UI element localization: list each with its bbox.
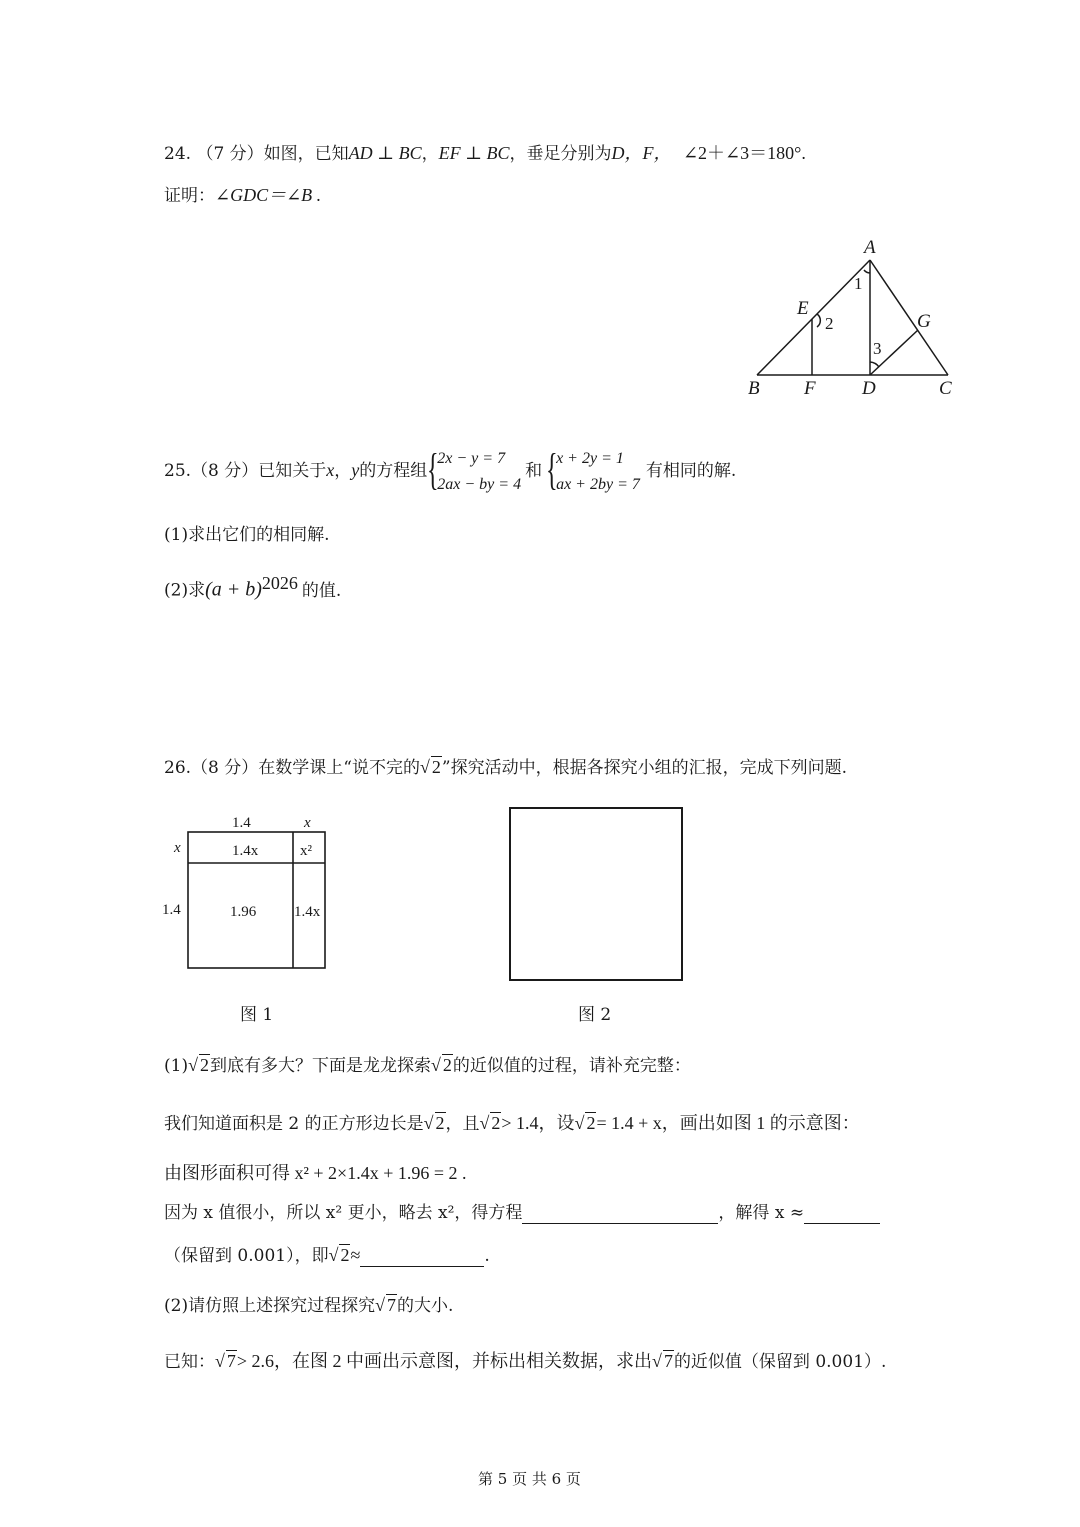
blank-sqrt2-value[interactable] bbox=[360, 1248, 484, 1267]
q25-system-1: { 2x − y = 7 2ax − by = 4 bbox=[427, 444, 522, 494]
fig1-top-left: 1.4 bbox=[232, 815, 251, 831]
fig2-caption: 图 2 bbox=[578, 1005, 612, 1025]
fig2-outer bbox=[510, 808, 682, 980]
label-angle-1: 1 bbox=[854, 274, 863, 293]
figure-2-square bbox=[506, 804, 686, 984]
q26-line-sqrt2: （保留到 0.001），即√ 2≈ . bbox=[164, 1245, 490, 1266]
q24-score: （7 分） bbox=[196, 144, 264, 164]
fig1-cell-tr: x² bbox=[300, 843, 312, 859]
blank-equation[interactable] bbox=[522, 1205, 718, 1224]
label-f: F bbox=[804, 378, 816, 399]
fig1-top-right: x bbox=[304, 815, 311, 831]
sqrt-2: √ 2 bbox=[430, 1055, 452, 1075]
label-d: D bbox=[862, 378, 876, 399]
sqrt-2: √ 2 bbox=[479, 1113, 501, 1133]
q26-part1-intro: (1)√ 2到底有多大？下面是龙龙探索√ 2的近似值的过程，请补充完整： bbox=[164, 1055, 691, 1076]
label-angle-3: 3 bbox=[873, 339, 882, 358]
q24-number: 24. bbox=[164, 144, 192, 164]
sqrt-2: √ 2 bbox=[419, 757, 441, 777]
figure-1-square bbox=[158, 808, 338, 978]
sqrt-7: √ 7 bbox=[652, 1351, 673, 1371]
fig1-cell-bl: 1.96 bbox=[230, 904, 257, 920]
q25-system-2: { x + 2y = 1 ax + 2by = 7 bbox=[546, 444, 640, 494]
label-g: G bbox=[917, 311, 931, 332]
page-footer: 第 5 页 共 6 页 bbox=[478, 1470, 581, 1488]
q24-prove-goal: ∠GDC＝∠B . bbox=[215, 185, 322, 205]
q24-cond1: AD ⊥ BC bbox=[348, 143, 422, 163]
fig1-cell-tl: 1.4x bbox=[232, 843, 259, 859]
sqrt-2: √ 2 bbox=[188, 1055, 209, 1075]
q26-line-area: 我们知道面积是 2 的正方形边长是√ 2，且√ 2> 1.4，设√ 2= 1.4 + x，画出如图 1 的示意图： bbox=[164, 1113, 860, 1134]
angle-2-arc bbox=[817, 314, 820, 327]
fig1-left-bottom: 1.4 bbox=[162, 902, 181, 918]
q26-line-approx: 因为 x 值很小，所以 x² 更小，略去 x²，得方程 ，解得 x ≈ bbox=[164, 1202, 880, 1224]
q26-part2-known: 已知：√ 7> 2.6，在图 2 中画出示意图，并标出相关数据，求出√ 7的近似值（保留到 0.001）. bbox=[164, 1351, 887, 1372]
q24-prove: 证明：∠GDC＝∠B . bbox=[164, 185, 322, 206]
angle-1-arc bbox=[864, 270, 870, 273]
sqrt-2: √ 2 bbox=[423, 1113, 445, 1133]
q24-triangle-figure bbox=[740, 232, 970, 402]
sqrt-2: √ 2 bbox=[328, 1245, 350, 1265]
q25-part2: (2)求$(a + b)^{2026}$ 的值. bbox=[164, 573, 342, 601]
sqrt-7: √ 7 bbox=[215, 1351, 236, 1371]
q24-statement: 24. （7 分）如图，已知AD ⊥ BC，EF ⊥ BC，垂足分别为D，F， ∠2＋∠3＝180°. bbox=[164, 143, 806, 164]
label-e: E bbox=[797, 298, 809, 319]
sqrt-7: √ 7 bbox=[375, 1295, 396, 1315]
side-ac bbox=[870, 260, 948, 375]
q26-statement: 26.（8 分）在数学课上“说不完的√ 2”探究活动中，根据各探究小组的汇报，完成下列问题. bbox=[164, 757, 847, 778]
q26-line-equation: 由图形面积可得 x² + 2×1.4x + 1.96 = 2 . bbox=[164, 1163, 467, 1183]
q25-statement: 25.（8 分）已知关于x，y的方程组 { 2x − y = 7 2ax − by = 4 和 { x + 2y = 1 ax + 2by = 7 有相同的解. bbox=[164, 442, 736, 498]
blank-x-value[interactable] bbox=[804, 1205, 880, 1224]
q24-cond2: EF ⊥ BC bbox=[438, 143, 510, 163]
label-a: A bbox=[864, 237, 876, 258]
label-angle-2: 2 bbox=[825, 314, 834, 333]
q25-part1: (1)求出它们的相同解. bbox=[164, 525, 330, 545]
label-b: B bbox=[748, 378, 760, 399]
angle-3-arc bbox=[870, 362, 879, 367]
fig1-left-top: x bbox=[174, 840, 181, 856]
q26-part2: (2)请仿照上述探究过程探究√ 7的大小. bbox=[164, 1295, 454, 1316]
sqrt-2: √ 2 bbox=[574, 1113, 596, 1133]
q24-angle-eq: ∠2＋∠3＝180°. bbox=[682, 143, 806, 163]
fig1-cell-br: 1.4x bbox=[294, 904, 321, 920]
label-c: C bbox=[939, 378, 952, 399]
fig1-caption: 图 1 bbox=[240, 1005, 274, 1025]
